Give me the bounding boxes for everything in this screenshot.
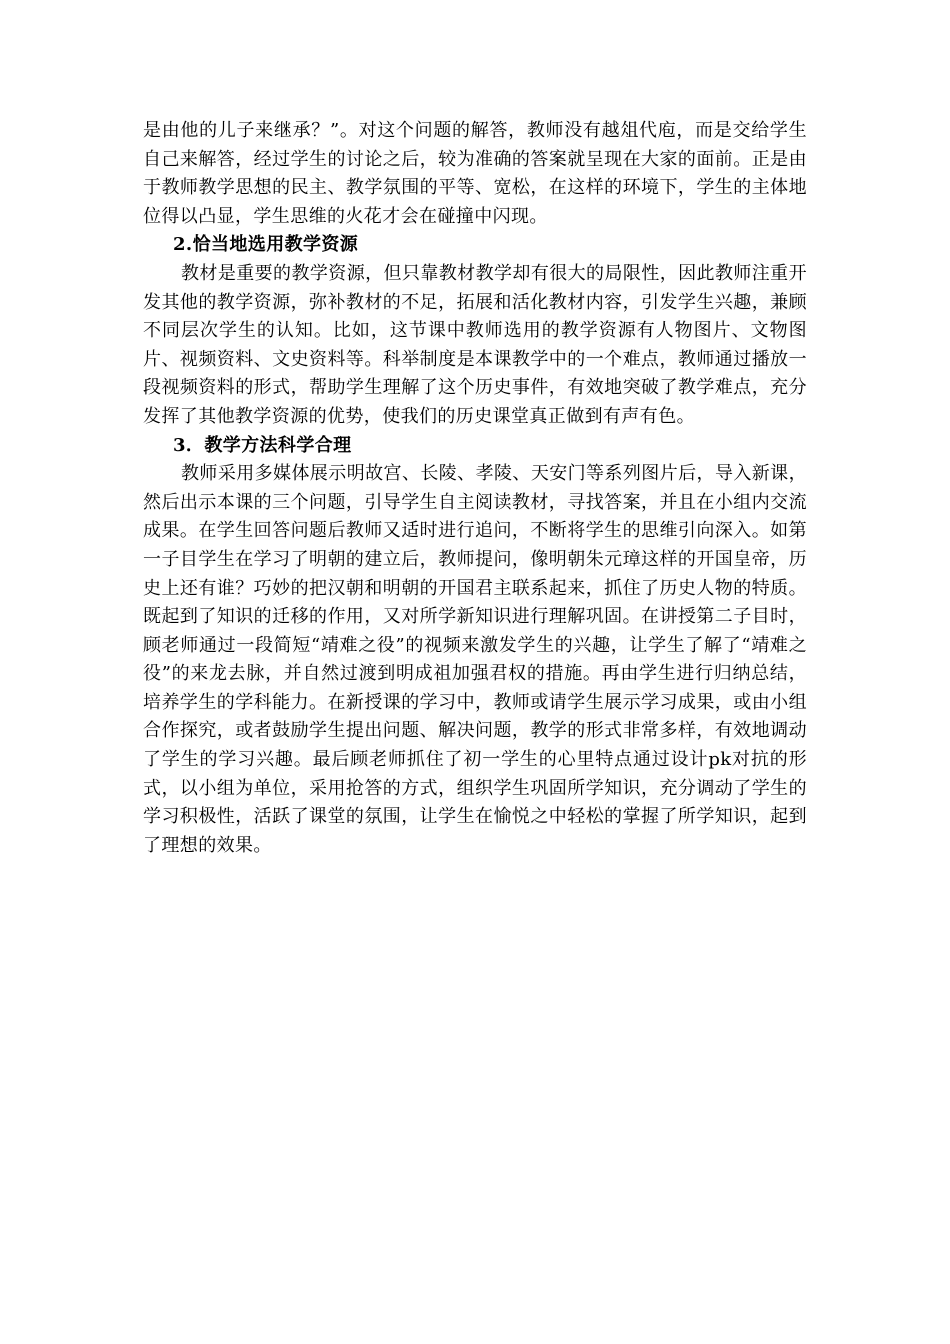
section-heading-3: 3．教学方法科学合理 xyxy=(173,434,352,456)
section-heading-2: 2.恰当地选用教学资源 xyxy=(173,234,359,256)
paragraph-teaching-resources: 教材是重要的教学资源，但只靠教材教学却有很大的局限性，因此教师注重开发其他的教学资源，弥补教材的不足，拓展和活化教材内容，引发学生兴趣，兼顾不同层次学生的认知。比如，这节课中教师选用的教学资源有人物图片、文物图片、视频资料、文史资料等。科举制度是本课教学中的一个难点，教师通过播放一段视频资料的形式，帮助学生理解了这个历史事件，有效地突破了教学难点，充分发挥了其他教学资源的优势，使我们的历史课堂真正做到有声有色。 xyxy=(143,262,807,427)
document-body xyxy=(143,117,807,860)
paragraph-continuation: 是由他的儿子来继承？”。对这个问题的解答，教师没有越俎代庖，而是交给学生自己来解答，经过学生的讨论之后，较为准确的答案就呈现在大家的面前。正是由于教师教学思想的民主、教学氛围的平等、宽松，在这样的环境下，学生的主体地位得以凸显，学生思维的火花才会在碰撞中闪现。 xyxy=(143,120,807,227)
paragraph-teaching-methods: 教师采用多媒体展示明故宫、长陵、孝陵、天安门等系列图片后，导入新课，然后出示本课的三个问题，引导学生自主阅读教材，寻找答案，并且在小组内交流成果。在学生回答问题后教师又适时进行追问，不断将学生的思维引向深入。如第一子目学生在学习了明朝的建立后，教师提问，像明朝朱元璋这样的开国皇帝，历史上还有谁？巧妙的把汉朝和明朝的开国君主联系起来，抓住了历史人物的特质。既起到了知识的迁移的作用，又对所学新知识进行理解巩固。在讲授第二子目时，顾老师通过一段简短“靖难之役”的视频来激发学生的兴趣，让学生了解了“靖难之役”的来龙去脉，并自然过渡到明成祖加强君权的措施。再由学生进行归纳总结，培养学生的学科能力。在新授课的学习中，教师或请学生展示学习成果，或由小组合作探究，或者鼓励学生提出问题、解决问题，教学的形式非常多样，有效地调动了学生的学习兴趣。最后顾老师抓住了初一学生的心里特点通过设计pk对抗的形式，以小组为单位，采用抢答的方式，组织学生巩固所学知识，充分调动了学生的学习积极性，活跃了课堂的氛围，让学生在愉悦之中轻松的掌握了所学知识，起到了理想的效果。 xyxy=(143,463,807,856)
